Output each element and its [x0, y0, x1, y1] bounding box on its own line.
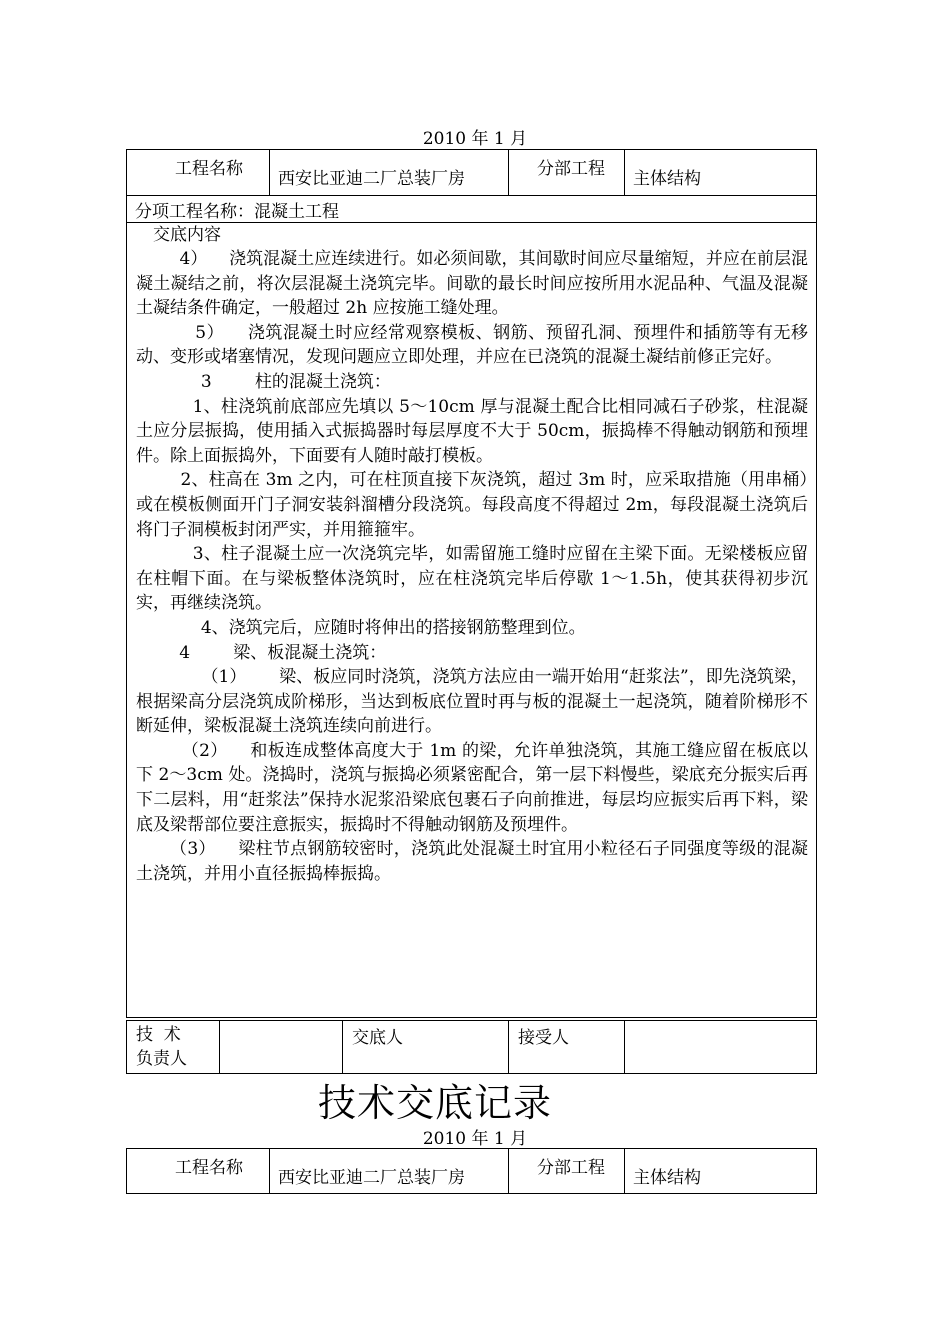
signature-table — [126, 1020, 817, 1074]
paragraph: （1） 梁、板应同时浇筑，浇筑方法应由一端开始用“赶浆法”，即先浇筑梁，根据梁高分层浇筑成阶梯形，当达到板底位置时再与板的混凝土一起浇筑，随着阶梯形不断延伸，梁板混凝土浇筑连续向前进行。 — [136, 667, 808, 737]
tech-lead-label — [127, 1021, 220, 1074]
project-name-value: 西安比亚迪二厂总装厂房 — [270, 150, 509, 196]
paragraph: 4 梁、板混凝土浇筑： — [136, 642, 387, 663]
content-body — [127, 247, 816, 886]
discloser-label: 交底人 — [343, 1021, 509, 1074]
project-name-label: 工程名称 — [127, 150, 270, 196]
paragraph: 4） 浇筑混凝土应连续进行。如必须间歇，其间歇时间应尽量缩短，并应在前层混凝土凝结之前，将次层混凝土浇筑完毕。间歇的最长时间应按所用水泥品种、气温及混凝土凝结条件确定，一般超过 2h 应按施工缝处理。 — [136, 249, 809, 319]
paragraph: 4、浇筑完后，应随时将伸出的搭接钢筋整理到位。 — [136, 617, 586, 638]
document-title: 技术交底记录 — [317, 1081, 552, 1125]
project-name-label: 工程名称 — [127, 1149, 270, 1194]
content-title: 交底内容 — [153, 225, 221, 245]
receiver-value[interactable] — [625, 1021, 817, 1074]
paragraph: 2、柱高在 3m 之内，可在柱顶直接下灰浇筑，超过 3m 时，应采取措施（用串桶）或在模板侧面开门子洞安装斜溜槽分段浇筑。每段高度不得超过 2m，每段混凝土浇筑后将门子洞模板封闭严实，并用箍箍牢。 — [136, 470, 808, 540]
disclosure-content — [127, 223, 817, 1018]
division-value: 主体结构 — [625, 150, 817, 196]
tech-lead-value[interactable] — [220, 1021, 343, 1074]
paragraph: （3） 梁柱节点钢筋较密时，浇筑此处混凝土时宜用小粒径石子同强度等级的混凝土浇筑，并用小直径振捣棒振捣。 — [136, 839, 808, 884]
tech-lead-label-line2: 负责人 — [136, 1049, 187, 1069]
record-date-2: 2010 年 1 月 — [422, 1129, 528, 1149]
paragraph: （2） 和板连成整体高度大于 1m 的梁，允许单独浇筑，其施工缝应留在板底以下 2～3cm 处。浇捣时，浇筑与振捣必须紧密配合，第一层下料慢些，梁底充分振实后再下二层料，用“赶浆法”保持水泥浆沿梁底包裹石子向前推进，每层均应振实后再下料，梁底及梁帮部位要注意振实，振捣时不得触动钢筋及预埋件。 — [136, 740, 808, 835]
division-label: 分部工程 — [509, 150, 625, 196]
disclosure-table — [126, 149, 817, 1018]
paragraph: 1、柱浇筑前底部应先填以 5～10cm 厚与混凝土配合比相同减石子砂浆，柱混凝土应分层振捣，使用插入式振捣器时每层厚度不大于 50cm，振捣棒不得触动钢筋和预埋件。除上面振捣外，下面要有人随时敲打模板。 — [136, 396, 808, 466]
receiver-label: 接受人 — [509, 1021, 625, 1074]
paragraph: 3 柱的混凝土浇筑： — [136, 371, 391, 392]
record-date: 2010 年 1 月 — [422, 129, 528, 149]
division-label: 分部工程 — [509, 1149, 625, 1194]
paragraph: 5） 浇筑混凝土时应经常观察模板、钢筋、预留孔洞、预埋件和插筋等有无移动、变形或堵塞情况，发现问题应立即处理，并应在已浇筑的混凝土凝结前修正完好。 — [136, 322, 808, 368]
subproject-name: 分项工程名称：混凝土工程 — [127, 196, 817, 223]
division-value: 主体结构 — [625, 1149, 817, 1194]
project-name-value: 西安比亚迪二厂总装厂房 — [270, 1149, 509, 1194]
disclosure-table-2 — [126, 1148, 817, 1194]
paragraph: 3、柱子混凝土应一次浇筑完毕，如需留施工缝时应留在主梁下面。无梁楼板应留在柱帽下面。在与梁板整体浇筑时，应在柱浇筑完毕后停歇 1～1.5h，使其获得初步沉实，再继续浇筑。 — [136, 544, 808, 614]
tech-lead-label-line1: 技 术 — [136, 1025, 181, 1045]
